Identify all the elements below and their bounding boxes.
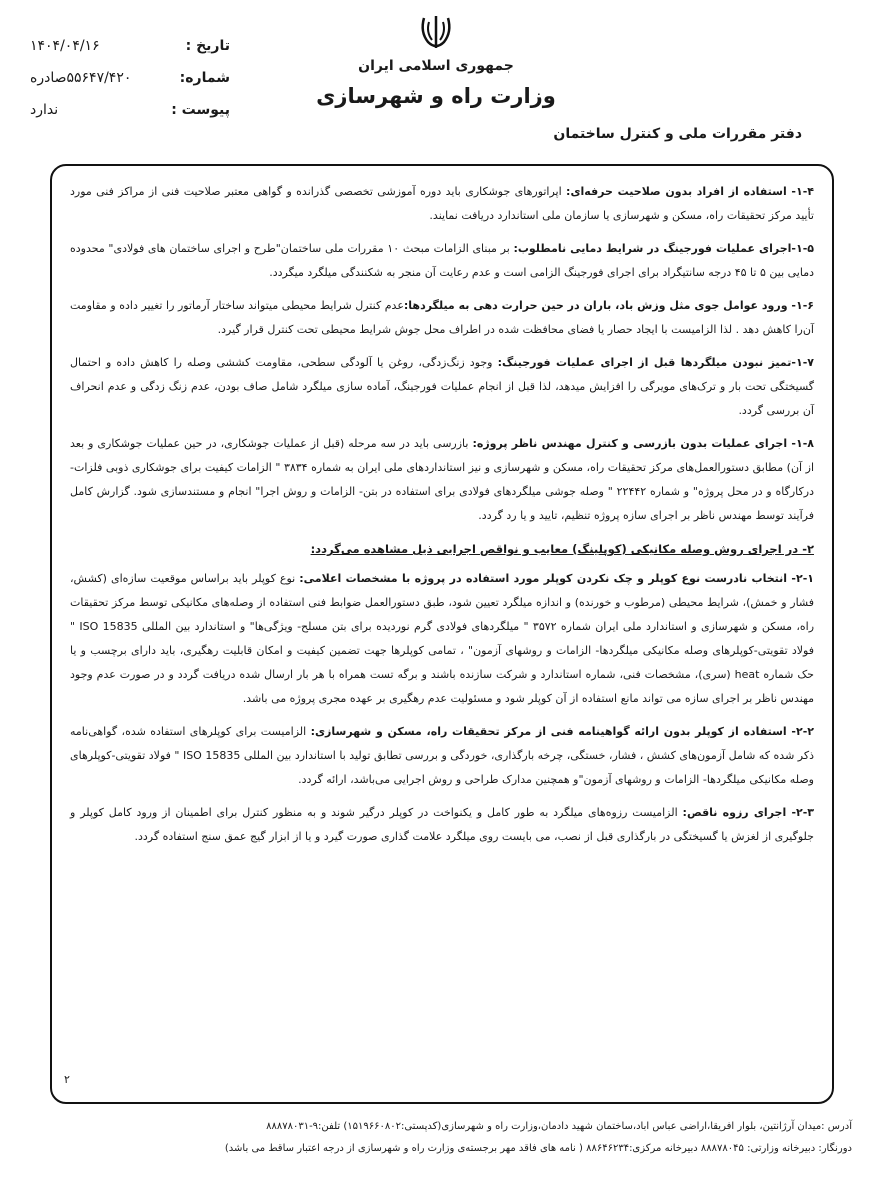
date-value: ۱۴۰۴/۰۴/۱۶	[30, 38, 100, 54]
date-label: تاریخ :	[185, 38, 230, 54]
paragraph-heading: ۱-۸- اجرای عملیات بدون بازرسی و کنترل مهندس ناظر پروژه:	[472, 437, 814, 450]
date-row	[30, 30, 230, 62]
letter-body	[50, 164, 834, 1104]
paragraph-text: نوع کوپلر باید براساس موقعیت سازه‌ای (کشش، فشار و خمش)، شرایط محیطی (مرطوب و خورنده) و اندازه میلگرد تعیین شود، طبق دستورالعمل ضوابط فنی استفاده از وصله‌های مکانیکی توسط مرکز تحقیقات راه، مسکن و شهرسازی و استاندارد ملی ایران شماره ۳۵۷۲ " میلگردهای فولادی گرم نوردیده برای بتن مسلح- ویژگی‌ها" و استاندارد بین المللی ISO 15835 " فولاد تقویتی-کوپلرهای وصله مکانیکی میلگردها- الزامات و روشهای آزمون" ، تمامی کوپلرها جهت تضمین کیفیت و امکان قابلیت رهگیری، باید دارای برچسب و یا حک شماره heat (سری)، مشخصات فنی، شماره استاندارد و شرکت سازنده باشند و برگه تست همراه با هر بار ارسال شده دریافت گردد و در صورت عدم وجود مهندس ناظر بر اجرای سازه می تواند مانع استفاده از آن کوپلر شود و مسئولیت عدم رهگیری بر عهده مجری پروژه می باشد.	[70, 572, 815, 705]
section-2-heading: ۲- در اجرای روش وصله مکانیکی (کوپلینگ) معایب و نواقص اجرایی ذیل مشاهده می‌گردد:	[310, 542, 814, 556]
paragraph-text: بازرسی باید در سه مرحله (قبل از عملیات جوشکاری، در حین عملیات جوشکاری و بعد از آن) مطابق دستورالعمل‌های مرکز تحقیقات راه، مسکن و شهرسازی و نیز استانداردهای ملی ایران به شماره ۳۸۳۴ " الزامات کیفیت برای جوشکاری ذوبی فلزات- درکارگاه و در محل پروژه" و شماره ۲۲۴۴۲ " وصله جوشی میلگردهای فولادی برای استفاده در بتن- الزامات و روش اجرا" انجام و مستندسازی شود. گزارش کامل فرآیند توسط مهندس ناظر بر اجرای سازه پروژه تنظیم، تایید و یا رد گردد.	[70, 437, 814, 522]
paragraph-heading: ۲-۱- انتخاب نادرست نوع کوپلر و چک نکردن کوپلر مورد استفاده در پروژه با مشخصات اعلامی:	[299, 572, 814, 585]
attachment-row	[30, 94, 230, 126]
ministry-title: وزارت راه و شهرسازی	[316, 84, 556, 108]
paragraph-2-1	[70, 567, 814, 711]
page-number: ۲	[64, 1073, 70, 1086]
number-label: شماره:	[179, 70, 230, 86]
office-title: دفتر مقررات ملی و کنترل ساختمان	[553, 126, 802, 142]
footer-fax: دورنگار: دبیرخانه وزارتی: ۸۸۸۷۸۰۴۵ دبیرخانه مرکزی:۸۸۶۴۶۲۳۴ ( نامه های فاقد مهر برجسته‌ی وزارت راه و شهرسازی از درجه اعتبار ساقط می باشد)	[224, 1143, 852, 1154]
iran-emblem-icon	[418, 12, 454, 52]
paragraph-heading: ۱-۷-تمیز نبودن میلگردها قبل از اجرای عملیات فورجینگ:	[497, 356, 814, 369]
paragraph-text: اپراتورهای جوشکاری باید دوره آموزشی تخصصی گذرانده و گواهی معتبر صلاحیت فنی از مراکز فنی مورد تأیید مرکز تحقیقات راه، مسکن و شهرسازی یا سازمان ملی استاندارد دریافت نمایند.	[70, 185, 814, 222]
footer-address: آدرس :میدان آرژانتین، بلوار افریقا،اراضی عباس اباد،ساختمان شهید دادمان،وزارت راه و شهرسازی(کدپستی:۱۵۱۹۶۶۰۸۰۲) تلفن:۹-۸۸۸۷۸۰۳۱	[266, 1121, 852, 1132]
paragraph-heading: ۱-۵-اجرای عملیات فورجینگ در شرایط دمایی نامطلوب:	[513, 242, 814, 255]
paragraph-heading: ۱-۴- استفاده از افراد بدون صلاحیت حرفه‌ای:	[566, 185, 815, 198]
paragraph-2-2	[70, 720, 814, 792]
paragraph-1-6	[70, 294, 814, 342]
paragraph-text: الزامیست رزوه‌های میلگرد به طور کامل و یکنواخت در کوپلر درگیر شوند و به منظور کنترل برای اطمینان از ورود کامل کوپلر و جلوگیری از لغزش یا گسیختگی در بارگذاری قبل از نصب، می بایست روی میلگرد علامت گذاری صورت گیرد و یا از ابزار گیج عمق سنج استفاده گردد.	[70, 806, 814, 843]
paragraph-text: وجود زنگ‌زدگی، روغن یا آلودگی سطحی، مقاومت کششی وصله را کاهش داده و احتمال گسیختگی تحت بار و ترک‌های مویرگی را افزایش میدهد، لذا قبل از انجام عملیات فورجینگ، آماده سازی میلگرد شامل صاف بودن، عدم زنگ زدگی و عدم انحراف آن بررسی گردد.	[70, 356, 814, 417]
letter-meta	[30, 30, 230, 126]
paragraph-heading: ۱-۶- ورود عوامل جوی مثل وزش باد، باران در حین حرارت دهی به میلگردها:	[403, 299, 814, 312]
footer	[20, 1116, 852, 1160]
paragraph-2-3	[70, 801, 814, 849]
paragraph-text: الزامیست برای کوپلرهای استفاده شده، گواهی‌نامه ذکر شده که شامل آزمون‌های کشش ، فشار، خستگی، چرخه بارگذاری، خوردگی و بررسی تطابق تولید با استاندارد بین المللی ISO 15835 " فولاد تقویتی-کوپلرهای وصله مکانیکی میلگردها- الزامات و روشهای آزمون"و همچنین مدارک طراحی و روش اجرایی می‌باشد، ارائه گردد.	[70, 725, 814, 786]
number-row	[30, 62, 230, 94]
paragraph-1-4	[70, 180, 814, 228]
paragraph-1-5	[70, 237, 814, 285]
paragraph-text: عدم کنترل شرایط محیطی میتواند ساختار آرماتور را تغییر داده و مقاومت آن‌را کاهش دهد . لذا الزامیست با ایجاد حصار یا فضای محافظت شده در اطراف محل جوش شرایط محیطی تحت کنترل قرار گیرد.	[70, 299, 814, 336]
attachment-label: پیوست :	[171, 102, 230, 118]
paragraph-heading: ۲-۲- استفاده از کوپلر بدون ارائه گواهینامه فنی از مرکز تحقیقات راه، مسکن و شهرسازی:	[310, 725, 814, 738]
paragraph-text: بر مبنای الزامات مبحث ۱۰ مقررات ملی ساختمان"طرح و اجرای ساختمان های فولادی" محدوده دمایی بین ۵ تا ۴۵ درجه سانتیگراد برای اجرای فورجینگ الزامی است و عدم رعایت آن منجر به شکنندگی میلگرد میگردد.	[70, 242, 814, 279]
republic-title: جمهوری اسلامی ایران	[358, 58, 514, 74]
attachment-value: ندارد	[30, 102, 59, 118]
paragraph-heading: ۲-۳- اجرای رزوه ناقص:	[682, 806, 815, 819]
paragraph-1-7	[70, 351, 814, 423]
number-value: ۵۵۶۴۷/۴۲۰صادره	[30, 70, 132, 86]
paragraph-1-8	[70, 432, 814, 528]
